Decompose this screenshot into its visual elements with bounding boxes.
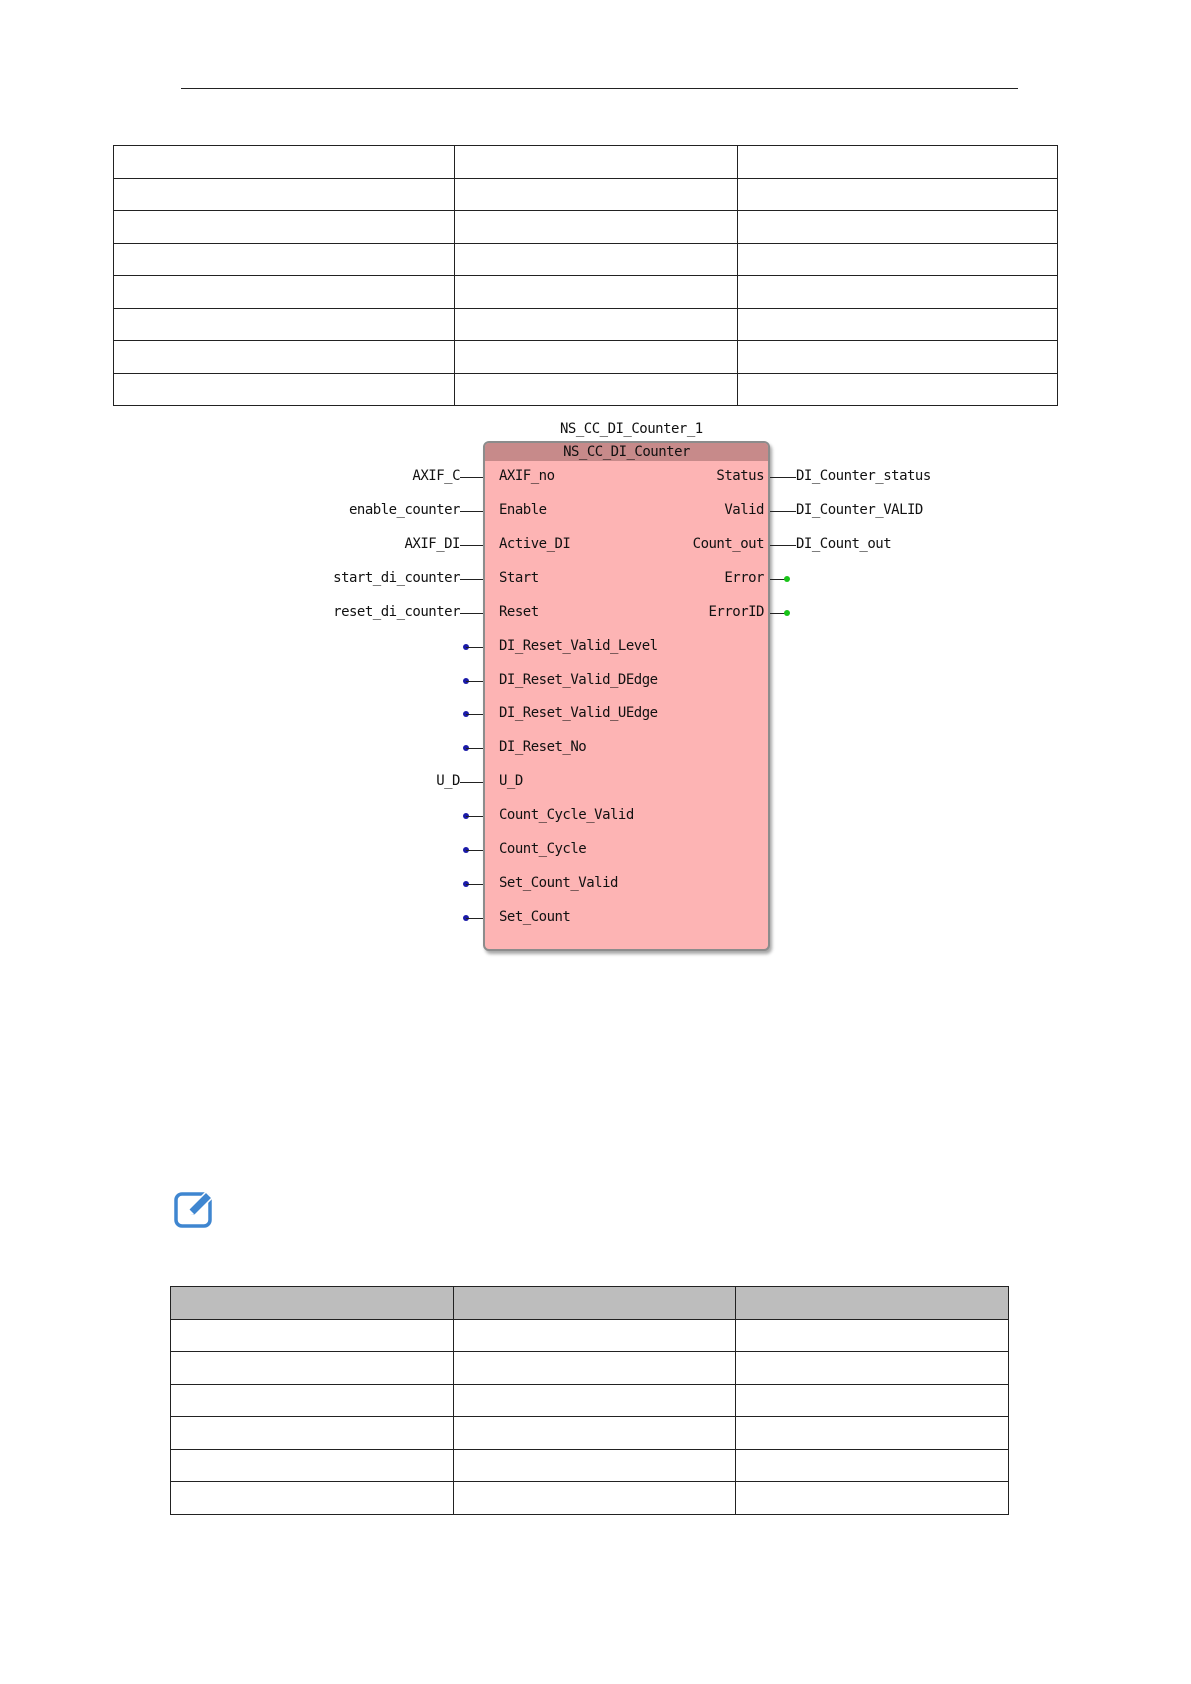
output-wire: [770, 477, 796, 478]
pin-in-di-reset-valid-uedge: DI_Reset_Valid_UEdge: [499, 705, 658, 721]
table-row: [171, 1352, 1009, 1385]
input-wire: [460, 511, 483, 512]
input-variable-axif-c[interactable]: AXIF_C: [412, 468, 460, 484]
table-row: [114, 146, 1058, 179]
note-edit-icon: [173, 1189, 219, 1229]
input-wire: [460, 782, 483, 783]
parameter-table-top: [113, 145, 1058, 406]
pin-out-count-out: Count_out: [692, 536, 764, 552]
pin-in-di-reset-no: DI_Reset_No: [499, 739, 587, 755]
output-wire: [770, 511, 796, 512]
table-row: [171, 1384, 1009, 1417]
input-wire: [466, 714, 483, 715]
fb-instance-name: NS_CC_DI_Counter_1: [560, 421, 703, 437]
table-row: [114, 308, 1058, 341]
input-variable-start-di-counter[interactable]: start_di_counter: [333, 570, 460, 586]
table-row: [171, 1482, 1009, 1515]
table-row: [171, 1449, 1009, 1482]
pin-in-di-reset-valid-dedge: DI_Reset_Valid_DEdge: [499, 672, 658, 688]
pin-in-reset: Reset: [499, 604, 539, 620]
table-row: [114, 341, 1058, 374]
pin-in-enable: Enable: [499, 502, 547, 518]
output-variable-di-counter-valid[interactable]: DI_Counter_VALID: [796, 502, 923, 518]
input-wire: [460, 477, 483, 478]
output-variable-di-counter-status[interactable]: DI_Counter_status: [796, 468, 931, 484]
unconnected-output-dot[interactable]: [784, 576, 790, 582]
output-wire: [770, 545, 796, 546]
pin-in-set-count: Set_Count: [499, 909, 571, 925]
input-wire: [466, 647, 483, 648]
pin-in-u-d: U_D: [499, 773, 523, 789]
unconnected-output-dot[interactable]: [784, 610, 790, 616]
input-wire: [460, 579, 483, 580]
table-row: [114, 243, 1058, 276]
input-variable-reset-di-counter[interactable]: reset_di_counter: [333, 604, 460, 620]
pin-in-di-reset-valid-level: DI_Reset_Valid_Level: [499, 638, 658, 654]
function-block[interactable]: [483, 441, 770, 951]
pin-in-axif-no: AXIF_no: [499, 468, 555, 484]
pin-in-start: Start: [499, 570, 539, 586]
pin-out-error: Error: [724, 570, 764, 586]
table-row: [114, 276, 1058, 309]
input-wire: [466, 918, 483, 919]
pin-in-active-di: Active_DI: [499, 536, 571, 552]
input-wire: [460, 613, 483, 614]
input-wire: [466, 748, 483, 749]
input-variable-axif-di[interactable]: AXIF_DI: [404, 536, 460, 552]
pin-in-count-cycle-valid: Count_Cycle_Valid: [499, 807, 634, 823]
pin-out-status: Status: [716, 468, 764, 484]
parameter-table-bottom: [170, 1286, 1009, 1515]
table-header-row: [171, 1287, 1009, 1320]
table-row: [171, 1319, 1009, 1352]
table-row: [171, 1417, 1009, 1450]
pin-out-valid: Valid: [724, 502, 764, 518]
input-wire: [466, 850, 483, 851]
input-variable-enable-counter[interactable]: enable_counter: [348, 502, 460, 518]
header-rule: [181, 88, 1018, 89]
input-wire: [460, 545, 483, 546]
fb-type-name: NS_CC_DI_Counter: [485, 443, 768, 461]
input-wire: [466, 681, 483, 682]
pin-out-error-id: ErrorID: [708, 604, 764, 620]
input-wire: [466, 884, 483, 885]
input-variable-u-d[interactable]: U_D: [436, 773, 460, 789]
output-variable-di-count-out[interactable]: DI_Count_out: [796, 536, 892, 552]
table-row: [114, 178, 1058, 211]
table-row: [114, 211, 1058, 244]
table-row: [114, 373, 1058, 406]
pin-in-set-count-valid: Set_Count_Valid: [499, 875, 618, 891]
pin-in-count-cycle: Count_Cycle: [499, 841, 587, 857]
input-wire: [466, 816, 483, 817]
output-wire: [770, 613, 785, 614]
output-wire: [770, 579, 785, 580]
